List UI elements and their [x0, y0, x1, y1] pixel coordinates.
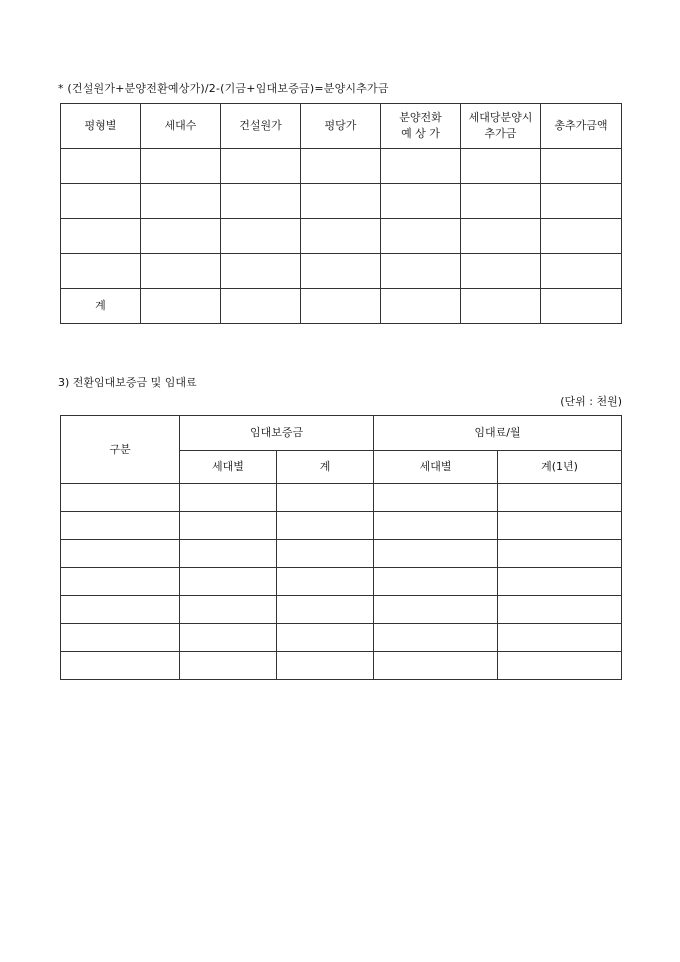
table-row — [61, 652, 622, 680]
table-row — [61, 149, 622, 184]
header-cell: 세대수 — [141, 104, 221, 149]
rent-per-household-header: 세대별 — [374, 451, 498, 484]
table-row — [61, 254, 622, 289]
table-header-row — [61, 416, 622, 451]
category-header: 구분 — [61, 416, 180, 484]
table-row — [61, 219, 622, 254]
deposit-total-header: 계 — [277, 451, 374, 484]
rent-group-header: 임대료/월 — [374, 416, 622, 451]
header-cell: 평형별 — [61, 104, 141, 149]
table-row — [61, 596, 622, 624]
formula-note: * (건설원가+분양전환예상가)/2-(기금+임대보증금)=분양시추가금 — [58, 82, 389, 95]
deposit-rent-table — [60, 415, 622, 680]
additional-payment-table — [60, 103, 622, 324]
header-cell: 세대당분양시 추가금 — [461, 104, 541, 149]
table-row — [61, 512, 622, 540]
deposit-per-household-header: 세대별 — [180, 451, 277, 484]
total-label: 계 — [61, 289, 141, 324]
table-row — [61, 540, 622, 568]
total-row — [61, 289, 622, 324]
header-cell: 총추가금액 — [541, 104, 622, 149]
header-cell: 건설원가 — [221, 104, 301, 149]
deposit-group-header: 임대보증금 — [180, 416, 374, 451]
table-row — [61, 568, 622, 596]
table-row — [61, 624, 622, 652]
unit-label: (단위 : 천원) — [560, 395, 622, 408]
header-cell: 평당가 — [301, 104, 381, 149]
rent-total-header: 계(1년) — [498, 451, 622, 484]
table-row — [61, 484, 622, 512]
section-title: 3) 전환임대보증금 및 임대료 — [58, 376, 197, 389]
table-header-row — [61, 104, 622, 149]
table-row — [61, 184, 622, 219]
header-cell: 분양전화 예 상 가 — [381, 104, 461, 149]
